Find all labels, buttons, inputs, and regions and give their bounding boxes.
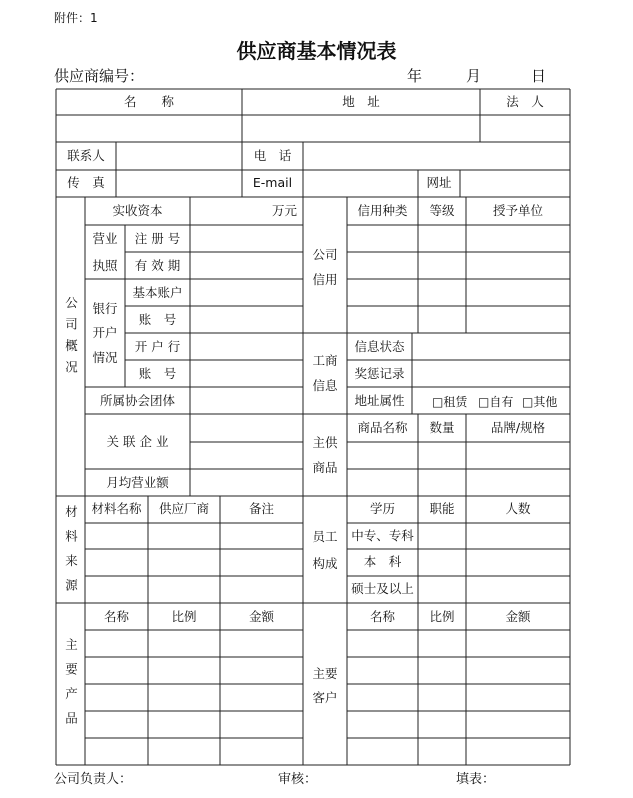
education-row-college: 中专、专科	[351, 528, 414, 543]
staff-label-line2: 构成	[312, 556, 338, 571]
name-header: 名 称	[123, 94, 174, 109]
option-other-checkbox[interactable]: □其他	[522, 395, 558, 409]
responsible-person-label: 公司负责人：	[54, 772, 133, 787]
option-rent-checkbox[interactable]: □租赁	[432, 395, 468, 409]
education-row-master-plus: 硕士及以上	[351, 581, 414, 596]
function-header: 职能	[429, 501, 455, 516]
bank-label-line1: 银行	[92, 301, 118, 316]
supplier-no-label: 供应商编号：	[54, 67, 145, 85]
remarks-header: 备注	[248, 501, 274, 516]
phone-label: 电 话	[253, 148, 292, 163]
client-name-header: 名称	[369, 609, 395, 624]
fax-label: 传 真	[67, 175, 105, 190]
attachment-label: 附件：1	[54, 11, 98, 25]
material-source-side-label: 材料来源	[63, 505, 79, 603]
wan-yuan-unit: 万元	[272, 203, 298, 218]
quantity-header: 数量	[429, 420, 455, 435]
main-products-side-label: 主要产品	[63, 638, 79, 736]
bank-label-line3: 情况	[92, 350, 118, 365]
license-label-line1: 营业	[92, 231, 118, 246]
education-header: 学历	[369, 501, 395, 516]
client-ratio-header: 比例	[429, 609, 455, 624]
valid-period-label: 有 效 期	[134, 258, 181, 273]
headcount-header: 人数	[505, 501, 531, 516]
account-no-label-2: 账 号	[138, 366, 177, 381]
address-attribute-label: 地址属性	[354, 393, 405, 408]
email-label: E-mail	[252, 175, 293, 190]
option-own-checkbox[interactable]: □自有	[478, 395, 514, 409]
credit-granting-unit-header: 授予单位	[492, 203, 543, 218]
info-status-label: 信息状态	[354, 339, 405, 354]
main-supply-label-line1: 主供	[312, 435, 338, 450]
date-month-label: 月	[466, 67, 482, 85]
date-day-label: 日	[531, 67, 547, 85]
filler-label: 填表：	[456, 772, 496, 787]
legal-person-header: 法 人	[506, 94, 544, 109]
credit-label-line1: 公司	[312, 247, 338, 262]
business-info-label-line1: 工商	[312, 353, 338, 368]
website-label: 网址	[426, 175, 452, 190]
opening-bank-label: 开 户 行	[134, 339, 181, 354]
related-company-label: 关 联 企 业	[106, 434, 169, 449]
reward-record-label: 奖惩记录	[354, 366, 405, 381]
date-year-label: 年	[407, 67, 423, 85]
credit-grade-header: 等级	[429, 203, 455, 218]
address-header: 地 址	[342, 94, 380, 109]
account-no-label-1: 账 号	[138, 312, 177, 327]
page-title: 供应商基本情况表	[236, 39, 397, 63]
product-ratio-header: 比例	[171, 609, 197, 624]
product-amount-header: 金额	[248, 609, 274, 624]
contact-person-label: 联系人	[67, 148, 105, 163]
association-label: 所属协会团体	[99, 393, 175, 408]
supplier-factory-header: 供应厂商	[158, 501, 209, 516]
credit-type-header: 信用种类	[357, 203, 408, 218]
registration-no-label: 注 册 号	[134, 231, 181, 246]
reviewer-label: 审核：	[278, 772, 318, 787]
monthly-sales-label: 月均营业额	[106, 475, 169, 490]
business-info-label-line2: 信息	[312, 378, 338, 393]
credit-label-line2: 信用	[312, 272, 338, 287]
client-amount-header: 金额	[505, 609, 531, 624]
staff-label-line1: 员工	[312, 529, 338, 544]
bank-label-line2: 开户	[92, 325, 118, 340]
product-name-header: 名称	[103, 609, 129, 624]
material-name-header: 材料名称	[91, 501, 142, 516]
goods-name-header: 商品名称	[357, 420, 408, 435]
brand-spec-header: 品牌/规格	[490, 420, 546, 435]
main-clients-label-line2: 客户	[312, 690, 338, 705]
paid-capital-label: 实收资本	[112, 203, 163, 218]
main-clients-label-line1: 主要	[312, 666, 338, 681]
education-row-bachelor: 本 科	[363, 554, 402, 569]
basic-account-label: 基本账户	[132, 285, 183, 300]
company-overview-side-label: 公司概况	[63, 296, 79, 382]
main-supply-label-line2: 商品	[312, 460, 338, 475]
license-label-line2: 执照	[92, 258, 118, 273]
